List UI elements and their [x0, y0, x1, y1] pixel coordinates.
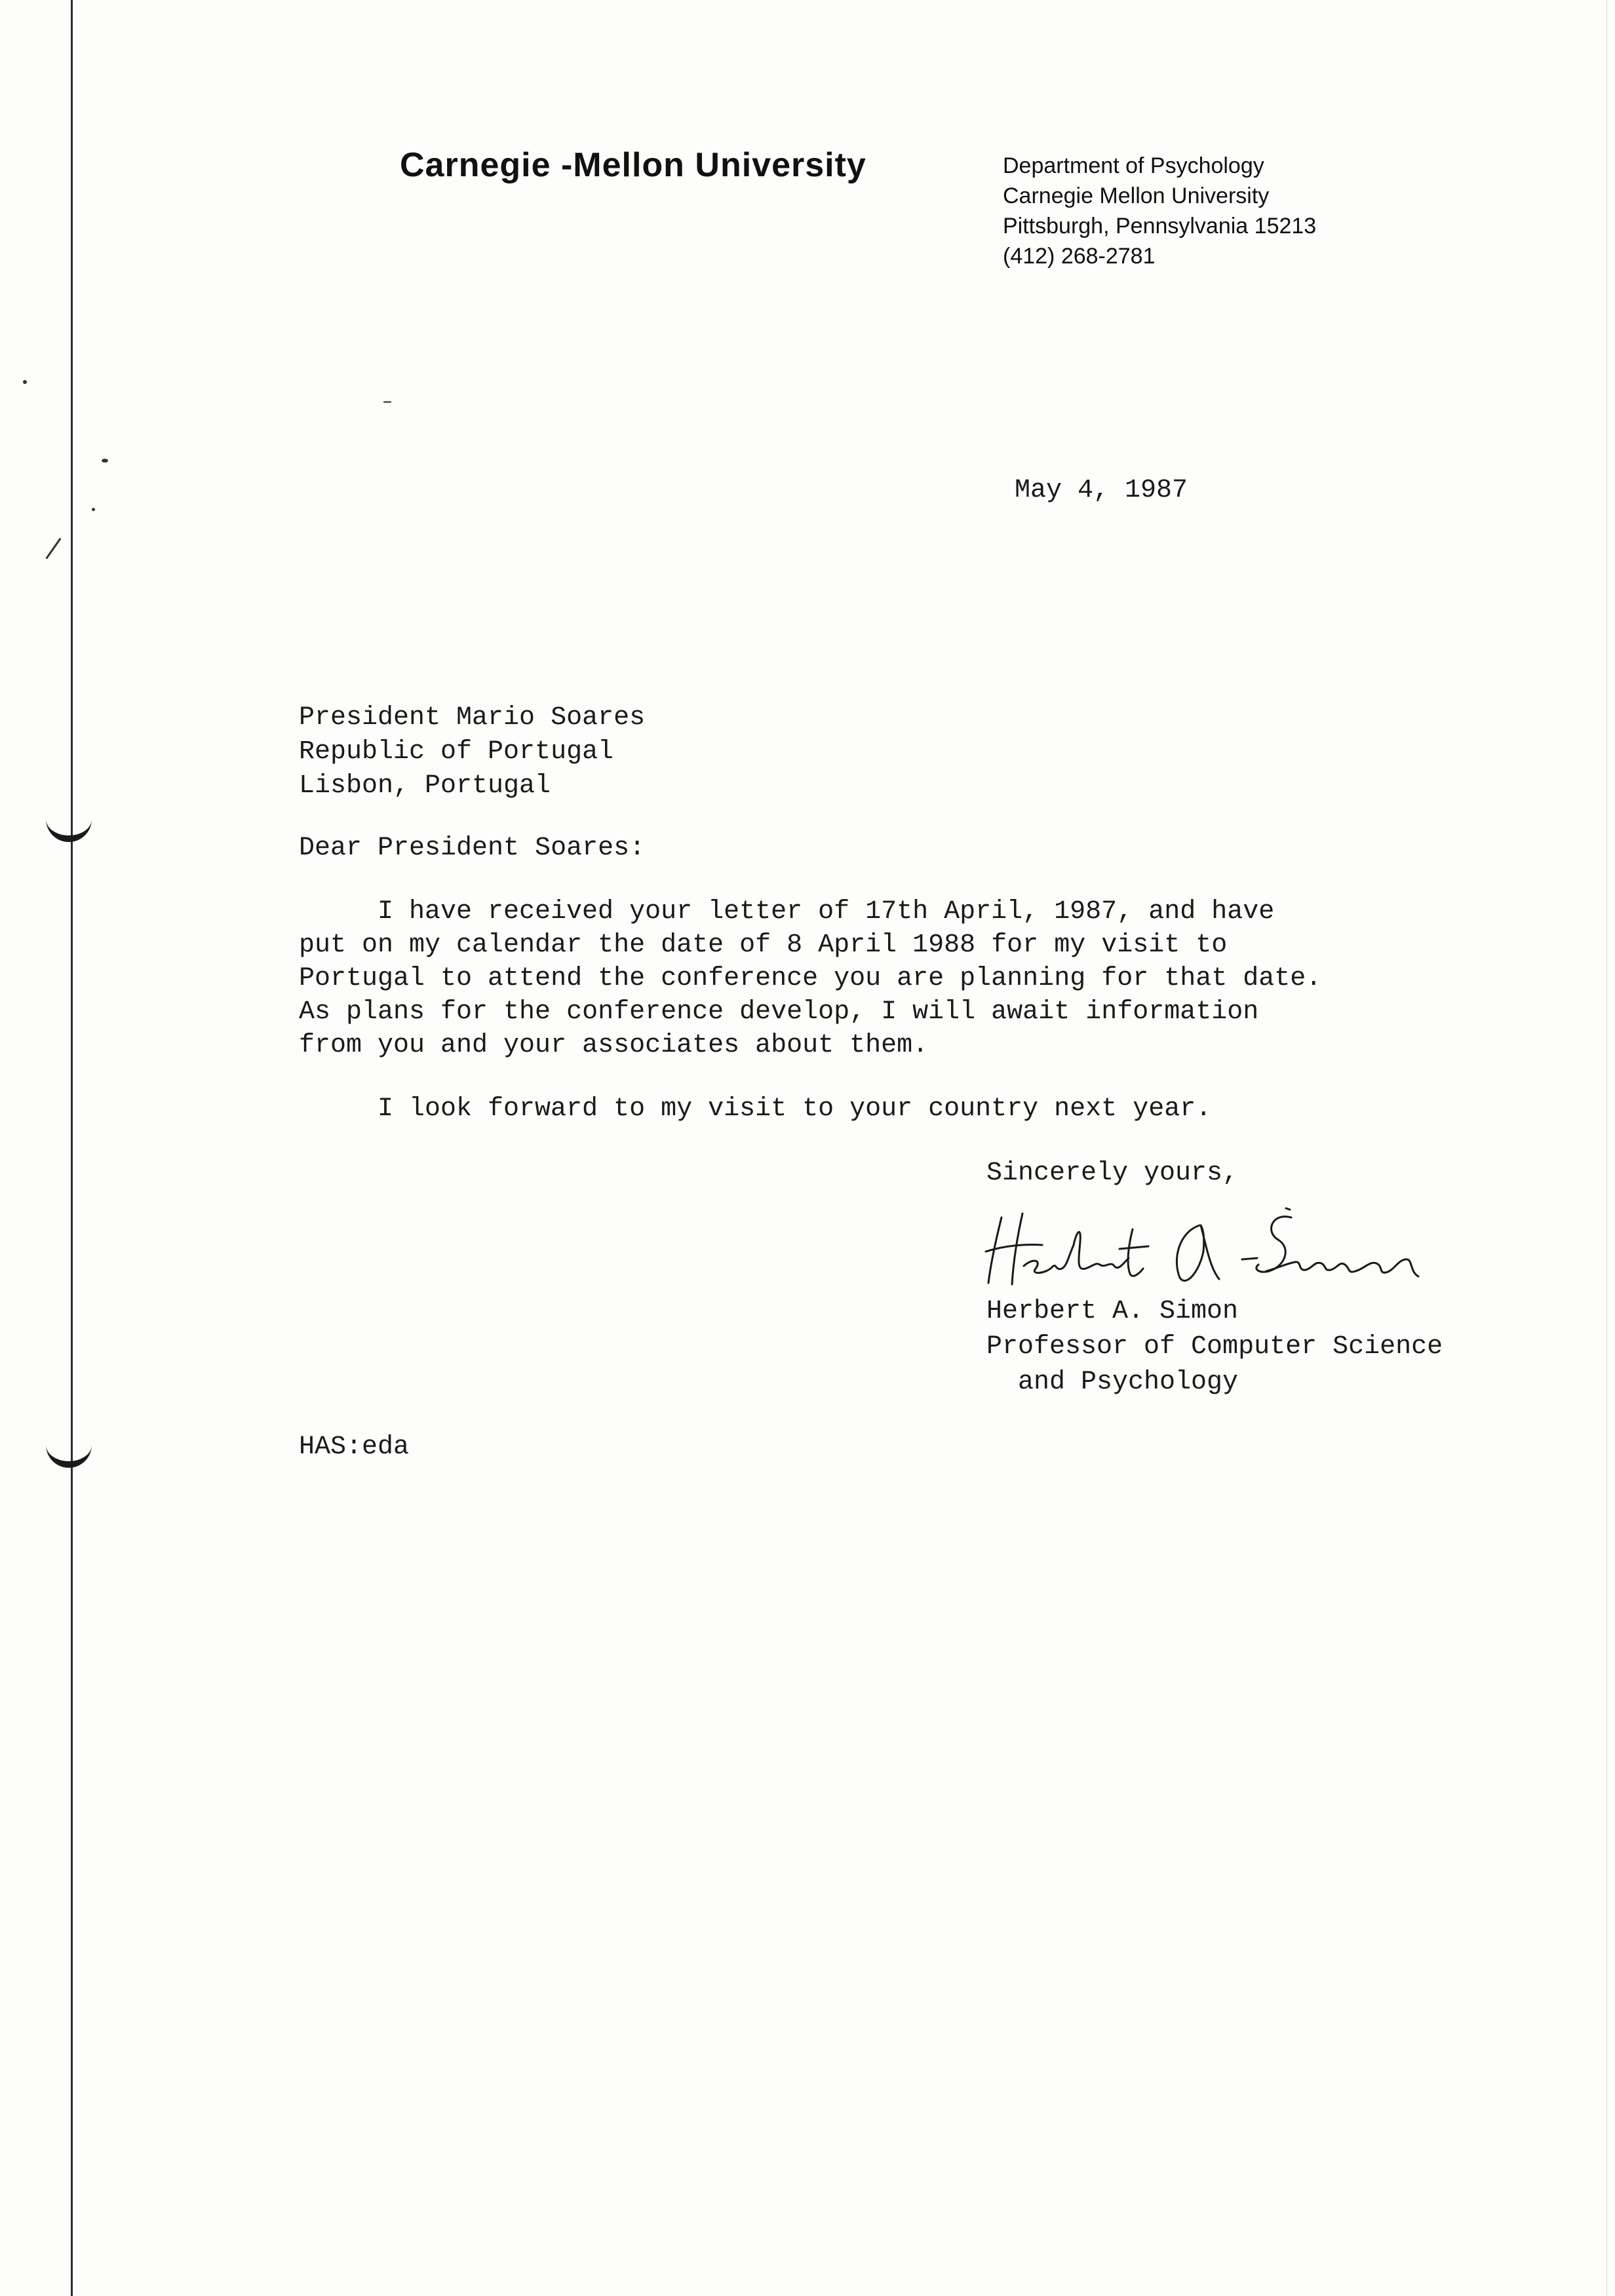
paragraph-line: from you and your associates about them.: [299, 1031, 929, 1060]
paragraph-line: put on my calendar the date of 8 April 1988 for my visit to: [299, 930, 1228, 960]
address-line: Department of Psychology: [1003, 153, 1264, 178]
letterhead-address: [1003, 151, 1316, 271]
handwritten-signature: [983, 1206, 1429, 1291]
scan-speck: [383, 401, 391, 403]
university-name: Carnegie -Mellon University: [400, 146, 866, 184]
signer-title: and Psychology: [1018, 1368, 1239, 1397]
scan-edge-line: [71, 0, 73, 2296]
recipient-address: [299, 701, 645, 803]
punch-hole-mark: [46, 1435, 92, 1468]
address-line: (412) 268-2781: [1003, 244, 1156, 269]
signer-name: Herbert A. Simon: [986, 1297, 1239, 1326]
address-line: Pittsburgh, Pennsylvania 15213: [1003, 214, 1317, 239]
salutation: Dear President Soares:: [299, 833, 646, 863]
signer-title: Professor of Computer Science: [986, 1332, 1443, 1362]
scan-edge-line-right: [1606, 0, 1607, 2296]
scan-speck: [92, 508, 95, 511]
scan-speck: [102, 459, 108, 463]
scan-speck: [45, 538, 61, 560]
body-paragraph-1: [299, 895, 1321, 1062]
complimentary-close: Sincerely yours,: [986, 1158, 1239, 1188]
body-paragraph-2: [299, 1094, 1211, 1124]
paragraph-line: Portugal to attend the conference you are planning for that date.: [299, 964, 1322, 993]
paragraph-line: I look forward to my visit to your country next year.: [378, 1094, 1212, 1124]
reference-initials: HAS:eda: [299, 1432, 410, 1462]
paragraph-line: I have received your letter of 17th April, 1987, and have: [378, 897, 1275, 927]
punch-hole-mark: [46, 809, 92, 842]
letter-date: May 4, 1987: [1015, 476, 1188, 505]
recipient-line: Republic of Portugal: [299, 737, 614, 767]
signature-block: [986, 1294, 1443, 1400]
paragraph-line: As plans for the conference develop, I will await information: [299, 997, 1259, 1027]
address-line: Carnegie Mellon University: [1003, 183, 1270, 208]
scan-speck: [23, 380, 27, 384]
recipient-line: Lisbon, Portugal: [299, 771, 551, 801]
recipient-line: President Mario Soares: [299, 703, 646, 733]
